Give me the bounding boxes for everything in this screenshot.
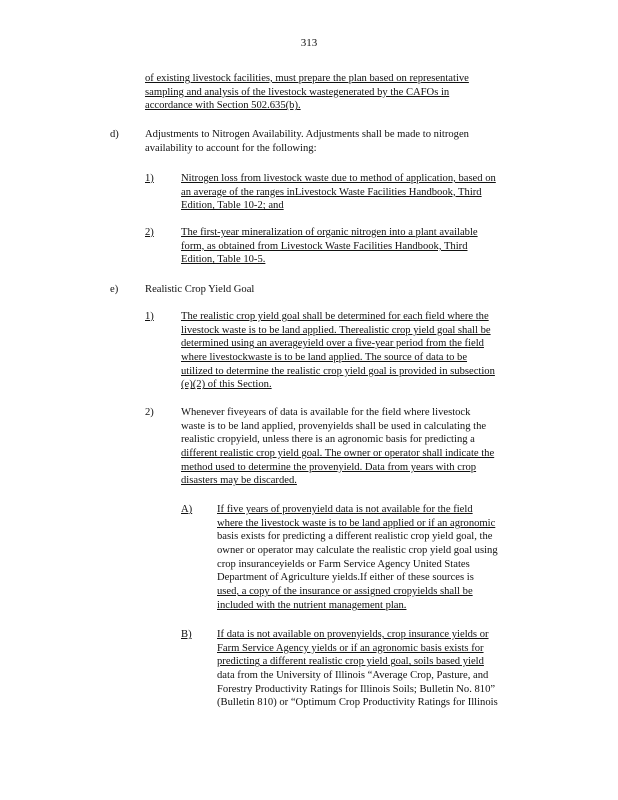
- item-d2-marker: 2): [145, 227, 154, 238]
- text-line: where the livestock waste is to be land applied or if an agronomic: [217, 517, 496, 529]
- item-e2-paragraph: [181, 406, 494, 488]
- text-line: owner or operator may calculate the realistic crop yield goal using: [217, 545, 498, 557]
- section-d-marker: d): [110, 129, 119, 140]
- text-line: method used to determine the provenyield. Data from years with crop: [181, 461, 477, 473]
- section-d-paragraph: [145, 128, 469, 155]
- text-line: different realistic crop yield goal. The owner or operator shall indicate the: [181, 448, 495, 460]
- item-e2-marker: 2): [145, 407, 154, 418]
- text-line: accordance with Section 502.635(b).: [145, 100, 301, 112]
- text-line: If five years of provenyield data is not available for the field: [217, 504, 473, 515]
- text-line: Department of Agriculture yields.If either of these sources is: [217, 572, 474, 584]
- text-line: The first-year mineralization of organic nitrogen into a plant available: [181, 227, 478, 238]
- text-line: basis exists for predicting a different realistic crop yield goal, the: [217, 531, 493, 543]
- text-line: of existing livestock facilities, must prepare the plan based on representative: [145, 73, 469, 84]
- text-line: livestock waste is to be land applied. Therealistic crop yield goal shall be: [181, 324, 491, 336]
- section-e-heading: Realistic Crop Yield Goal: [145, 284, 255, 295]
- subitem-b-paragraph: [217, 628, 498, 710]
- text-line: where livestockwaste is to be land applied. The source of data to be: [181, 352, 468, 364]
- text-line: determined using an averageyield over a five-year period from the field: [181, 338, 484, 350]
- item-e1-marker: 1): [145, 311, 154, 322]
- text-line: Edition, Table 10-5.: [181, 254, 266, 266]
- text-line: The realistic crop yield goal shall be determined for each field where the: [181, 311, 489, 322]
- text-line: data from the University of Illinois “Average Crop, Pasture, and: [217, 670, 489, 682]
- text-line: utilized to determine the realistic crop yield goal is provided in subsection: [181, 365, 495, 377]
- text-line: waste is to be land applied, provenyields shall be used in calculating the: [181, 420, 487, 432]
- item-e1-paragraph: [181, 310, 495, 392]
- text-line: included with the nutrient management plan.: [217, 599, 407, 611]
- text-line: availability to account for the following:: [145, 142, 317, 154]
- text-line: Adjustments to Nitrogen Availability. Adjustments shall be made to nitrogen: [145, 129, 469, 140]
- text-line: Edition, Table 10-2; and: [181, 200, 284, 212]
- text-line: Nitrogen loss from livestock waste due to method of application, based on: [181, 173, 496, 184]
- subitem-a-paragraph: [217, 503, 498, 613]
- text-line: realistic cropyield, unless there is an agronomic basis for predicting a: [181, 434, 475, 446]
- text-line: (Bulletin 810) or “Optimum Crop Productivity Ratings for Illinois: [217, 697, 498, 709]
- subitem-a-marker: A): [181, 504, 193, 515]
- text-line: If data is not available on provenyields, crop insurance yields or: [217, 629, 489, 640]
- text-line: used, a copy of the insurance or assigned cropyields shall be: [217, 586, 473, 598]
- text-line: Farm Service Agency yields or if an agronomic basis exists for: [217, 642, 484, 654]
- section-e-marker: e): [110, 284, 119, 295]
- continuation-paragraph: [145, 72, 469, 113]
- item-d1-paragraph: [181, 172, 496, 213]
- page-number: 313: [300, 37, 318, 49]
- subitem-b-marker: B): [181, 629, 192, 640]
- item-d1-marker: 1): [145, 173, 154, 184]
- text-line: predicting a different realistic crop yield goal, soils based yield: [217, 656, 484, 668]
- text-line: sampling and analysis of the livestock wastegenerated by the CAFOs in: [145, 86, 450, 98]
- text-line: an average of the ranges inLivestock Waste Facilities Handbook, Third: [181, 186, 482, 198]
- text-line: disasters may be discarded.: [181, 475, 297, 487]
- text-line: form, as obtained from Livestock Waste Facilities Handbook, Third: [181, 240, 468, 252]
- item-d2-paragraph: [181, 226, 478, 267]
- text-line: Whenever fiveyears of data is available for the field where livestock: [181, 407, 471, 418]
- text-line: crop insuranceyields or Farm Service Agency United States: [217, 558, 470, 570]
- text-line: (e)(2) of this Section.: [181, 379, 272, 391]
- text-line: Forestry Productivity Ratings for Illinois Soils; Bulletin No. 810”: [217, 683, 496, 695]
